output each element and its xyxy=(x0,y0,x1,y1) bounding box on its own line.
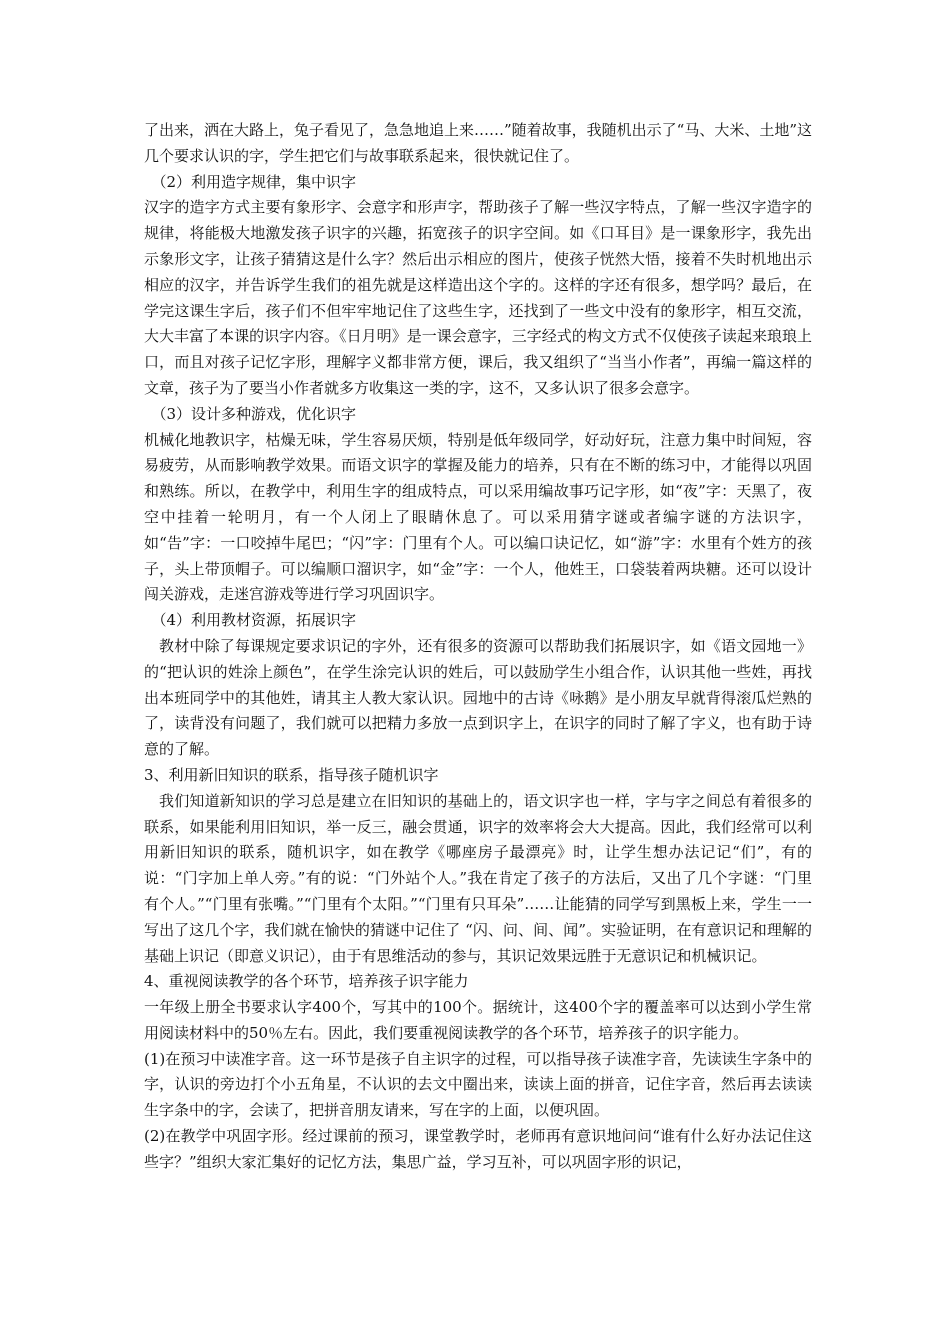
paragraph-preview-pronunciation: (1)在预习中读准字音。这一环节是孩子自主识字的过程，可以指导孩子读准字音，先读读生字条中的字，认识的旁边打个小五角星，不认识的去文中圈出来，读读上面的拼音，记住字音，然后再去读读生字条中的字，会读了，把拼音朋友请来，写在字的上面，以便巩固。 xyxy=(144,1049,812,1120)
paragraph-story-continuation: 了出来，洒在大路上，兔子看见了，急急地追上来……”随着故事，我随机出示了“马、大米、土地”这几个要求认识的字，学生把它们与故事联系起来，很快就记住了。 xyxy=(144,121,813,165)
document-body xyxy=(144,118,812,1176)
paragraph-games: 机械化地教识字，枯燥无味，学生容易厌烦，特别是低年级同学，好动好玩，注意力集中时间短，容易疲劳，从而影响教学效果。而语文识字的掌握及能力的培养，只有在不断的练习中，才能得以巩固和熟练。所以，在教学中，利用生字的组成特点，可以采用编故事巧记字形，如“夜”字：天黑了，夜空中挂着一轮明月，有一个人闭上了眼睛休息了。可以采用猜字谜或者编字谜的方法识字，如“告”字：一口咬掉牛尾巴；“闪”字：门里有个人。可以编口诀记忆，如“游”字：水里有个姓方的孩子，头上带顶帽子。可以编顺口溜识字，如“金”字：一个人，他姓王，口袋装着两块糖。还可以设计闯关游戏，走迷宫游戏等进行学习巩固识字。 xyxy=(144,430,812,604)
paragraph-section-4: 一年级上册全书要求认字400个，写其中的100个。据统计，这400个字的覆盖率可以达到小学生常用阅读材料中的50％左右。因此，我们要重视阅读教学的各个环节，培养孩子的识字能力。 xyxy=(144,998,812,1042)
heading-section-4: 4、重视阅读教学的各个环节，培养孩子识字能力 xyxy=(144,972,469,991)
paragraph-section-3: 我们知道新知识的学习总是建立在旧知识的基础上的，语文识字也一样，字与字之间总有着很多的联系，如果能利用旧知识，举一反三，融会贯通，识字的效率将会大大提高。因此，我们经常可以利用新旧知识的联系，随机识字，如在教学《哪座房子最漂亮》时，让学生想办法记记“们”，有的说：“门字加上单人旁。”有的说：“门外站个人。”我在肯定了孩子的方法后，又出了几个字谜：“门里有个人。”“门里有张嘴。”“门里有个太阳。”“门里有只耳朵”……让能猜的同学写到黑板上来，学生一一写出了这几个字，我们就在愉快的猜谜中记住了 “闪、问、间、闻”。实验证明，在有意识记和理解的基础上识记（即意义识记），由于有思维活动的参与，其识记效果远胜于无意识记和机械识记。 xyxy=(144,791,812,965)
paragraph-character-rules: 汉字的造字方式主要有象形字、会意字和形声字，帮助孩子了解一些汉字特点，了解一些汉字造字的规律，将能极大地激发孩子识字的兴趣，拓宽孩子的识字空间。如《口耳目》是一课象形字，我先出示象形文字，让孩子猜猜这是什么字？然后出示相应的图片，使孩子恍然大悟，接着不失时机地出示相应的汉字，并告诉学生我们的祖先就是这样造出这个字的。这样的字还有很多，想学吗？最后，在学完这课生字后，孩子们不但牢牢地记住了这些生字，还找到了一些文中没有的象形字，相互交流，大大丰富了本课的识字内容。《日月明》是一课会意字，三字经式的构文方式不仅使孩子读起来琅琅上口，而且对孩子记忆字形，理解字义都非常方便，课后，我又组织了“当当小作者”，再编一篇这样的文章，孩子为了要当小作者就多方收集这一类的字，这不，又多认识了很多会意字。 xyxy=(144,198,812,397)
paragraph-consolidate-glyphs: (2)在教学中巩固字形。经过课前的预习，课堂教学时，老师再有意识地问问“谁有什么好办法记住这些字？”组织大家汇集好的记忆方法，集思广益，学习互补，可以巩固字形的识记， xyxy=(144,1127,812,1171)
heading-textbook-resources: （4）利用教材资源，拓展识字 xyxy=(151,611,357,630)
heading-games: （3）设计多种游戏，优化识字 xyxy=(151,404,357,423)
heading-character-rules: （2）利用造字规律，集中识字 xyxy=(151,172,357,191)
heading-section-3: 3、利用新旧知识的联系，指导孩子随机识字 xyxy=(144,765,439,784)
paragraph-textbook-resources: 教材中除了每课规定要求识记的字外，还有很多的资源可以帮助我们拓展识字，如《语文园地一》的“把认识的姓涂上颜色”，在学生涂完认识的姓后，可以鼓励学生小组合作，认识其他一些姓，再找出本班同学中的其他姓，请其主人教大家认识。园地中的古诗《咏鹅》是小朋友早就背得滚瓜烂熟的了，读背没有问题了，我们就可以把精力多放一点到识字上，在识字的同时了解了字义，也有助于诗意的了解。 xyxy=(144,636,812,759)
